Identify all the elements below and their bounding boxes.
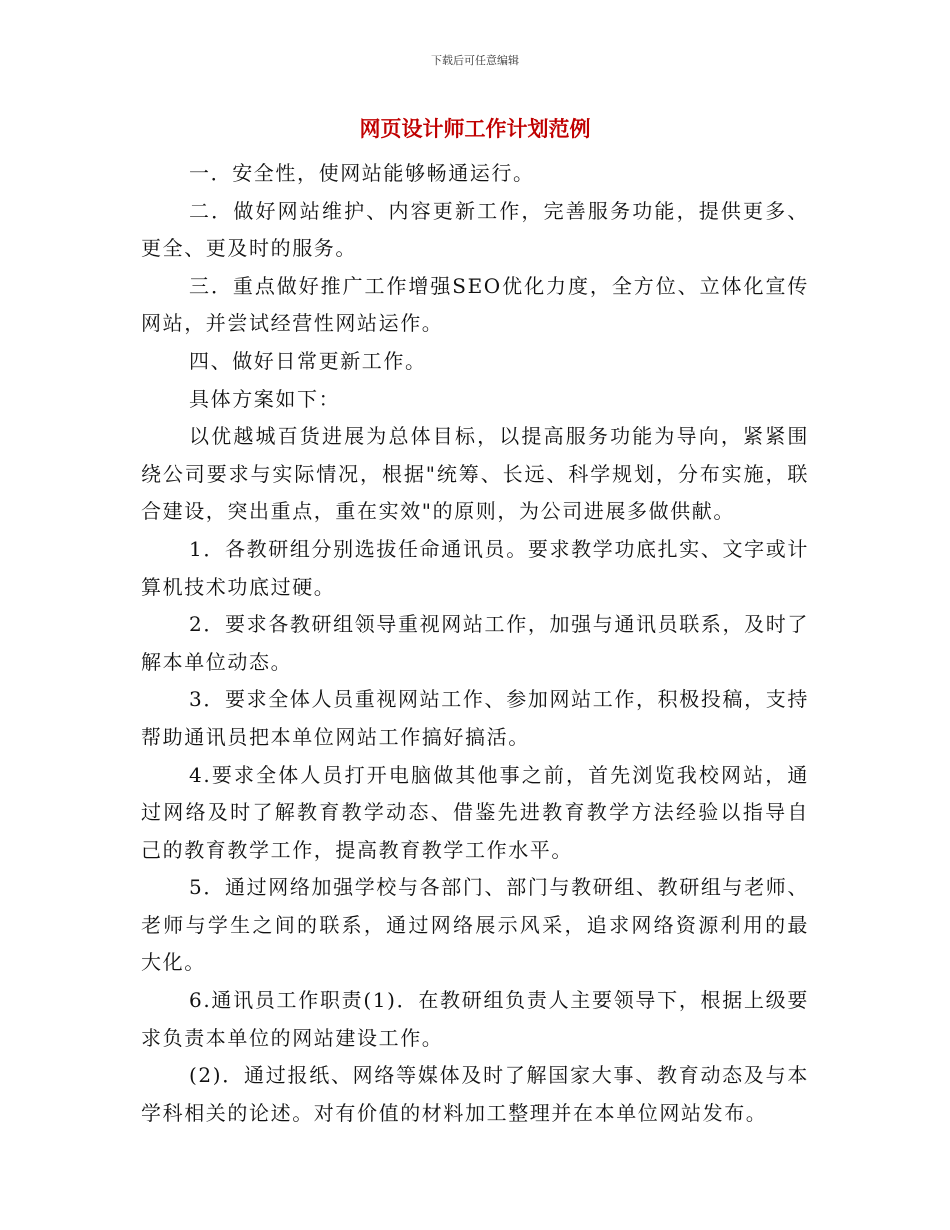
paragraph-1: 一．安全性，使网站能够畅通运行。 xyxy=(189,161,535,185)
paragraph-3: 三．重点做好推广工作增强SEO优化力度，全方位、立体化宣传网站，并尝试经营性网站运作。 xyxy=(141,273,809,336)
paragraph-5: 具体方案如下： xyxy=(189,386,341,411)
paragraph-4: 四、做好日常更新工作。 xyxy=(189,348,427,373)
header-note: 下载后可任意编辑 xyxy=(431,54,519,67)
paragraph-7: 1．各教研组分别选拔任命通讯员。要求教学功底扎实、文字或计算机技术功底过硬。 xyxy=(141,536,809,599)
paragraph-10: 4.要求全体人员打开电脑做其他事之前，首先浏览我校网站，通过网络及时了解教育教学动态、借鉴先进教育教学方法经验以指导自己的教育教学工作，提高教育教学工作水平。 xyxy=(141,762,809,862)
paragraph-9: 3．要求全体人员重视网站工作、参加网站工作，积极投稿，支持帮助通讯员把本单位网站工作搞好搞活。 xyxy=(141,687,809,749)
document-title: 网页设计师工作计划范例 xyxy=(359,116,591,141)
paragraph-13: (2)．通过报纸、网络等媒体及时了解国家大事、教育动态及与本学科相关的论述。对有价值的材料加工整理并在本单位网站发布。 xyxy=(141,1063,809,1125)
paragraph-6: 以优越城百货进展为总体目标，以提高服务功能为导向，紧紧围绕公司要求与实际情况，根据"统筹、长远、科学规划，分布实施，联合建设，突出重点，重在实效"的原则，为公司进展多做供献。 xyxy=(141,424,809,524)
paragraph-2: 二．做好网站维护、内容更新工作，完善服务功能，提供更多、更全、更及时的服务。 xyxy=(141,198,809,261)
paragraph-12: 6.通讯员工作职责(1)．在教研组负责人主要领导下，根据上级要求负责本单位的网站建设工作。 xyxy=(141,988,809,1050)
paragraph-11: 5．通过网络加强学校与各部门、部门与教研组、教研组与老师、老师与学生之间的联系，通过网络展示风采，追求网络资源利用的最大化。 xyxy=(141,875,809,975)
document-body xyxy=(141,155,809,1132)
paragraph-8: 2．要求各教研组领导重视网站工作，加强与通讯员联系，及时了解本单位动态。 xyxy=(141,612,809,674)
